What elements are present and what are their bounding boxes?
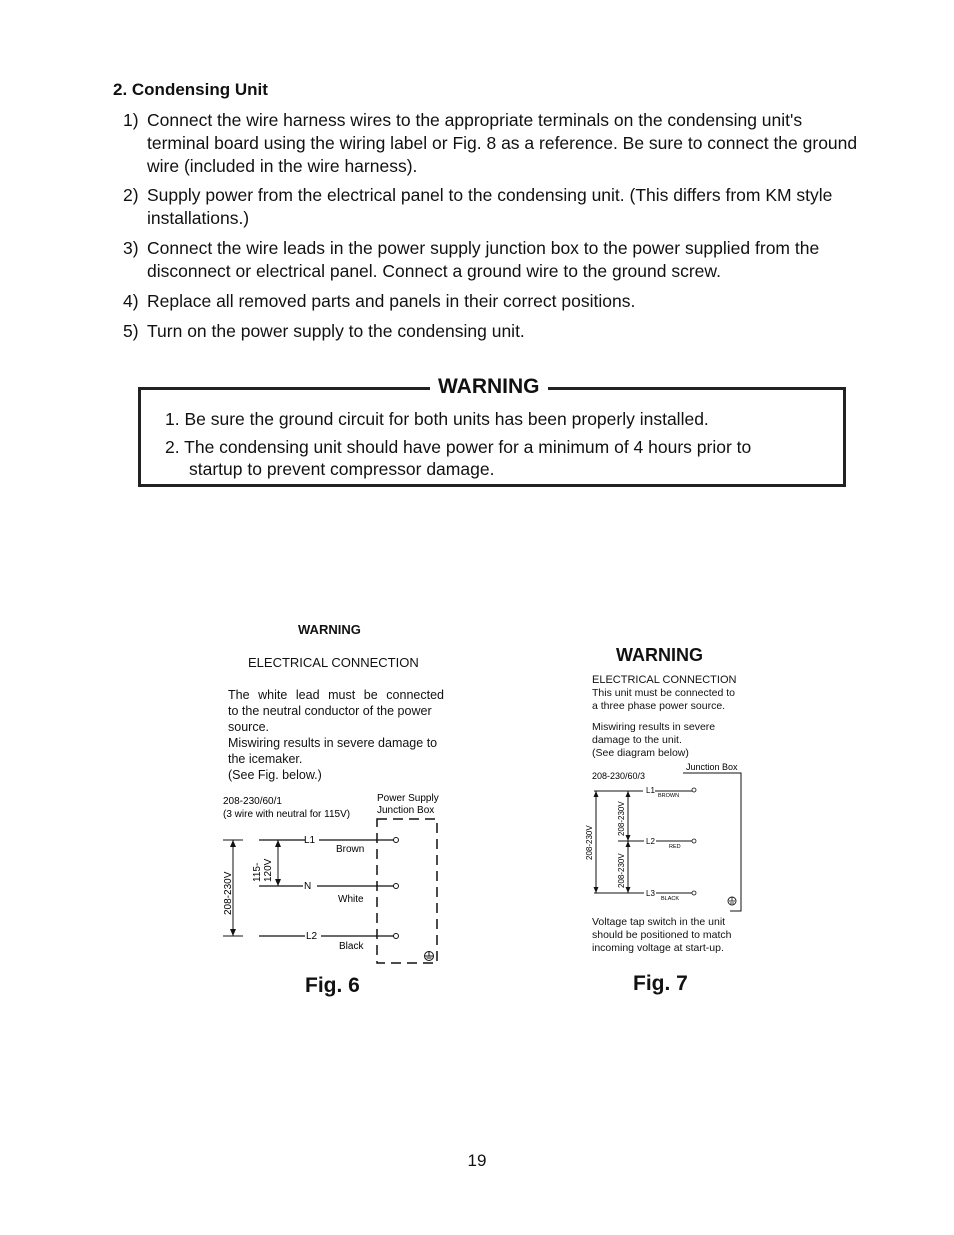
fig6-supply-line: (3 wire with neutral for 115V) xyxy=(223,809,351,820)
color-white: White xyxy=(338,894,364,905)
lead-n: N xyxy=(304,881,312,892)
fig6-body-line: to the neutral conductor of the power xyxy=(228,704,432,718)
fig7-subheading: ELECTRICAL CONNECTION xyxy=(592,674,737,686)
arrow-head xyxy=(230,929,236,936)
step-number: 2) xyxy=(123,185,139,205)
lead-l2: L2 xyxy=(306,931,318,942)
fig7-body-line: This unit must be connected to xyxy=(592,687,735,699)
fig7-footer-line: Voltage tap switch in the unit xyxy=(592,916,726,928)
step-text: Replace all removed parts and panels in their correct positions. xyxy=(147,291,636,311)
terminal-l2 xyxy=(692,839,696,843)
terminal-l1 xyxy=(692,788,696,792)
color-brown: BROWN xyxy=(658,793,680,799)
color-red: RED xyxy=(669,844,681,850)
color-brown: Brown xyxy=(336,844,365,855)
fig6-junction-line: Junction Box xyxy=(377,805,435,816)
fig7-label: Fig. 7 xyxy=(633,972,688,995)
v-outer-label: 208-230V xyxy=(585,825,594,860)
step-5 xyxy=(123,320,868,343)
warning-item-2: 2. The condensing unit should have power for a minimum of 4 hours prior to xyxy=(165,437,752,457)
lead-l1: L1 xyxy=(646,786,655,795)
arrow-head xyxy=(626,835,631,841)
lead-l1: L1 xyxy=(304,835,316,846)
fig7-body-line: a three phase power source. xyxy=(592,700,726,712)
color-black: Black xyxy=(339,941,364,952)
arrow-head xyxy=(626,841,631,847)
fig7-heading: WARNING xyxy=(616,645,703,665)
terminal-n xyxy=(394,884,399,889)
fig7-supply: 208-230/60/3 xyxy=(592,771,646,781)
warning-box xyxy=(138,375,846,487)
step-1 xyxy=(123,109,868,178)
lead-l3: L3 xyxy=(646,889,655,898)
arrow-head xyxy=(594,791,599,797)
fig7-body-line: Miswiring results in severe xyxy=(592,721,716,733)
section-title: 2. Condensing Unit xyxy=(113,80,268,99)
fig7-body1 xyxy=(592,687,735,713)
v-inner-label-a: 115- xyxy=(252,862,263,882)
junction-box xyxy=(683,773,741,911)
arrow-head xyxy=(275,840,281,847)
fig6-heading: WARNING xyxy=(298,622,361,637)
step-number: 1) xyxy=(123,110,139,130)
fig6-body-line: (See Fig. below.) xyxy=(228,768,322,782)
fig7-body2 xyxy=(592,721,715,760)
v-inner-top-label: 208-230V xyxy=(617,801,626,836)
fig6-diagram xyxy=(215,785,455,975)
step-text: Turn on the power supply to the condensing unit. xyxy=(147,321,525,341)
fig6-junction-line: Power Supply xyxy=(377,793,439,804)
fig7-footer xyxy=(592,916,732,955)
terminal-l3 xyxy=(692,891,696,895)
warning-item-2-cont: startup to prevent compressor damage. xyxy=(189,459,495,479)
fig6-body-line: the icemaker. xyxy=(228,752,303,766)
arrow-head xyxy=(626,887,631,893)
terminal-l2 xyxy=(394,934,399,939)
step-4 xyxy=(123,290,868,313)
lead-l2: L2 xyxy=(646,837,655,846)
v-inner-label-b: 120V xyxy=(263,858,274,882)
fig6-subheading: ELECTRICAL CONNECTION xyxy=(248,655,419,670)
page-number: 19 xyxy=(467,1151,487,1170)
step-number: 4) xyxy=(123,291,139,311)
fig7-diagram xyxy=(580,760,750,920)
step-text: Connect the wire harness wires to the appropriate terminals on the condensing unit's terminal board using the wiring label or Fig. 8 as a reference. Be sure to connect the ground wire (included in the wire harness). xyxy=(147,110,858,176)
warning-item-1: 1. Be sure the ground circuit for both units has been properly installed. xyxy=(165,409,709,429)
v-inner-bottom-label: 208-230V xyxy=(617,853,626,888)
arrow-head xyxy=(626,791,631,797)
step-number: 3) xyxy=(123,238,139,258)
v-outer-label: 208-230V xyxy=(223,871,234,915)
fig6-body-line: source. xyxy=(228,720,269,734)
warning-title: WARNING xyxy=(430,374,548,400)
arrow-head xyxy=(230,840,236,847)
fig7-body-line: damage to the unit. xyxy=(592,734,682,746)
step-text: Supply power from the electrical panel to the condensing unit. (This differs from KM style installations.) xyxy=(147,185,833,228)
step-3 xyxy=(123,237,868,283)
step-2 xyxy=(123,184,868,230)
arrow-head xyxy=(594,887,599,893)
color-black: BLACK xyxy=(661,896,680,902)
terminal-l1 xyxy=(394,838,399,843)
fig7-footer-line: should be positioned to match xyxy=(592,929,732,941)
fig6-body-line: The white lead must be connected xyxy=(228,688,444,702)
fig7-junction: Junction Box xyxy=(686,762,738,772)
fig6-supply-line: 208-230/60/1 xyxy=(223,796,282,807)
fig6-label: Fig. 6 xyxy=(305,974,360,997)
step-number: 5) xyxy=(123,321,139,341)
fig6-body-line: Miswiring results in severe damage to xyxy=(228,736,438,750)
arrow-head xyxy=(275,879,281,886)
fig7-body-line: (See diagram below) xyxy=(592,747,689,759)
step-text: Connect the wire leads in the power supply junction box to the power supplied from the disconnect or electrical panel. Connect a ground wire to the ground screw. xyxy=(147,238,820,281)
fig6-body xyxy=(228,687,444,783)
fig7-footer-line: incoming voltage at start-up. xyxy=(592,942,724,954)
